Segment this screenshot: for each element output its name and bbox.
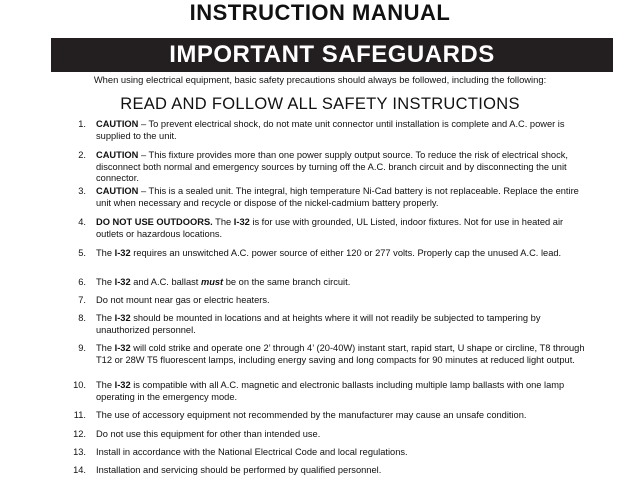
- item-body: will cold strike and operate one 2’ through 4’ (20-40W) instant start, rapid start, U shape or circline, T8 through T12 or 28W T5 fluorescent lamps, including energy saving and long compacts for 90 minutes at reduced light output.: [96, 343, 585, 365]
- item-number: 12.: [73, 429, 86, 439]
- item-number: 10.: [73, 380, 86, 390]
- item-number: 5.: [78, 248, 86, 258]
- item-body: Do not use this equipment for other than intended use.: [96, 429, 321, 439]
- item-body: and A.C. ballast: [130, 277, 201, 287]
- model-name: I-32: [233, 217, 250, 227]
- item-body: The use of accessory equipment not recommended by the manufacturer may cause an unsafe condition.: [96, 410, 527, 420]
- item-lead: CAUTION: [96, 186, 139, 196]
- item-text: [96, 295, 591, 307]
- item-number: 6.: [78, 277, 86, 287]
- item-number: 2.: [78, 150, 86, 160]
- item-body: The: [96, 380, 115, 390]
- item-body: – To prevent electrical shock, do not mate unit connector until installation is complete and A.C. power is supplied to the unit.: [96, 119, 565, 141]
- model-name: I-32: [114, 343, 131, 353]
- model-name: I-32: [114, 248, 131, 258]
- item-body: is compatible with all A.C. magnetic and electronic ballasts including multiple lamp ballasts with one lamp operating in the emergency mode.: [96, 380, 565, 402]
- item-number: 1.: [78, 119, 86, 129]
- model-name: I-32: [114, 277, 131, 287]
- item-text: [96, 150, 591, 185]
- item-body: Do not mount near gas or electric heaters.: [96, 295, 270, 305]
- model-name: I-32: [114, 313, 131, 323]
- item-body: – This fixture provides more than one power supply output source. To reduce the risk of electrical shock, disconnect both normal and emergency sources by turning off the A.C. branch circuit and by disconnecting the unit connector.: [96, 150, 568, 183]
- item-body: is for use with grounded, UL Listed, indoor fixtures. Not for use in heated air outlets or hazardous locations.: [96, 217, 564, 239]
- item-body: should be mounted in locations and at heights where it will not readily be subjected to tampering by unauthorized personnel.: [96, 313, 541, 335]
- item-lead: CAUTION: [96, 150, 139, 160]
- emphasis-must: must: [200, 277, 224, 287]
- safety-subheading: READ AND FOLLOW ALL SAFETY INSTRUCTIONS: [120, 95, 520, 113]
- item-number: 14.: [73, 465, 86, 475]
- item-text: [96, 380, 591, 403]
- item-text: [96, 447, 591, 459]
- item-text: [96, 465, 591, 477]
- item-text: [96, 429, 591, 441]
- item-lead: CAUTION: [96, 119, 139, 129]
- item-text: [96, 217, 591, 240]
- item-lead: DO NOT USE OUTDOORS.: [96, 217, 213, 227]
- item-body: The: [96, 277, 115, 287]
- item-number: 9.: [78, 343, 86, 353]
- item-number: 13.: [73, 447, 86, 457]
- intro-text: When using electrical equipment, basic safety precautions should always be followed, including the following:: [93, 74, 547, 85]
- item-number: 11.: [73, 410, 86, 420]
- item-number: 7.: [78, 295, 86, 305]
- item-text: [96, 248, 591, 260]
- page-title: INSTRUCTION MANUAL: [189, 0, 451, 25]
- safeguards-banner: IMPORTANT SAFEGUARDS: [51, 38, 613, 72]
- item-body: be on the same branch circuit.: [223, 277, 351, 287]
- item-body: requires an unswitched A.C. power source of either 120 or 277 volts. Properly cap the unused A.C. lead.: [130, 248, 562, 258]
- model-name: I-32: [114, 380, 131, 390]
- item-number: 3.: [78, 186, 86, 196]
- item-number: 4.: [78, 217, 86, 227]
- item-text: [96, 277, 591, 289]
- item-text: [96, 343, 591, 366]
- item-body: Installation and servicing should be performed by qualified personnel.: [96, 465, 382, 475]
- item-body: – This is a sealed unit. The integral, high temperature Ni-Cad battery is not replaceable. Replace the entire unit when necessary and recycle or dispose of the nickel-cadmium battery properly.: [96, 186, 579, 208]
- item-body: The: [212, 217, 234, 227]
- item-body: The: [96, 248, 115, 258]
- item-body: The: [96, 343, 115, 353]
- item-number: 8.: [78, 313, 86, 323]
- item-body: Install in accordance with the National Electrical Code and local regulations.: [96, 447, 408, 457]
- item-body: The: [96, 313, 115, 323]
- item-text: [96, 119, 591, 142]
- item-text: [96, 186, 591, 209]
- item-text: [96, 313, 591, 336]
- item-text: [96, 410, 591, 422]
